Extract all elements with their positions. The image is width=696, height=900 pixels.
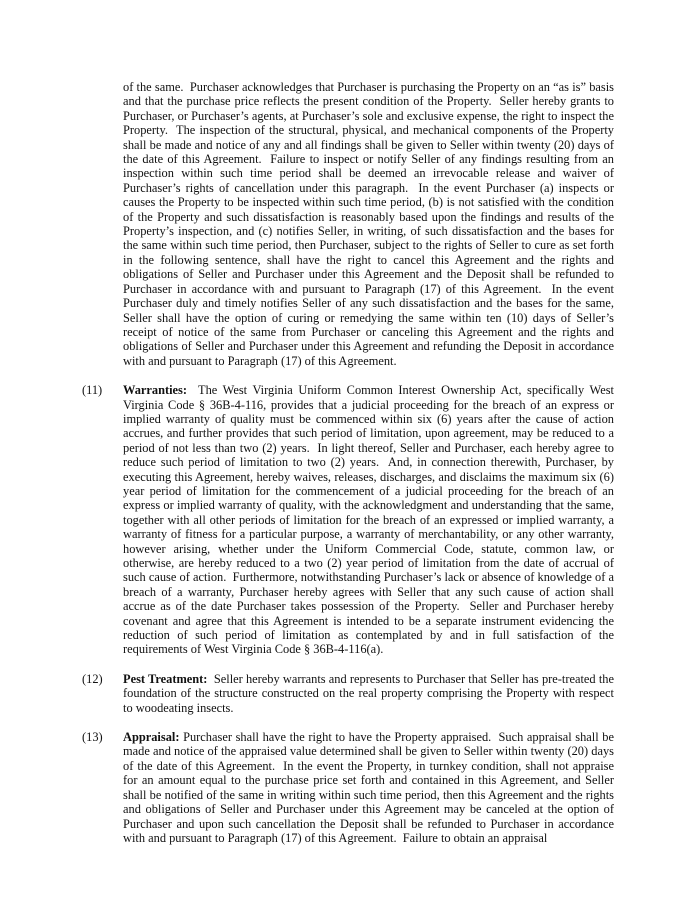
paragraph-number: (13) — [82, 730, 103, 745]
paragraph-body — [123, 80, 618, 368]
paragraph-text: Seller hereby warrants and represents to Purchaser that Seller has pre-treated the foundation of the structure constructed on the real property comprising the Property with respect to woodeating insects. — [123, 671, 618, 715]
paragraph-label: Appraisal: — [123, 730, 180, 745]
paragraph-text: Purchaser shall have the right to have the Property appraised. Such appraisal shall be made and notice of the appraised value determined shall be given to Seller within twenty (20) days of the date of this Agreement. In the event the Property, in turnkey condition, shall not appraise for an amount equal to the purchase price set forth and contained in this Agreement, and Seller shall be notified of the same in writing within such time period, then this Agreement and the rights and obligations of Seller and Purchaser under this Agreement may be canceled at the option of Purchaser and upon such cancellation the Deposit shall be refunded to Purchaser in accordance with and pursuant to Paragraph (17) of this Agreement. Failure to obtain an appraisal — [123, 730, 618, 845]
paragraph-number: (11) — [82, 383, 103, 398]
paragraph-body — [123, 671, 618, 715]
paragraph-label: Pest Treatment: — [123, 671, 208, 686]
paragraph-number — [82, 80, 123, 368]
paragraph-11-warranties — [82, 383, 618, 657]
paragraph-13-appraisal — [82, 730, 618, 845]
document-content — [82, 80, 618, 845]
paragraph-number: (12) — [82, 671, 103, 686]
paragraph-body — [123, 383, 618, 657]
paragraph-text: The West Virginia Uniform Common Interest Ownership Act, specifically West Virginia Code § 36B-4-116, provides that a judicial proceeding for the breach of an express or implied warranty of quality must be commenced within six (6) years after the cause of action accrues, and further provides that such period of limitation, upon agreement, may be reduced to a period of not less than two (2) years. In light thereof, Seller and Purchaser, each hereby agree to reduce such period of limitation to two (2) years. And, in connection therewith, Purchaser, by executing this Agreement, hereby waives, releases, discharges, and disclaims the maximum six (6) year period of limitation for the commencement of a judicial proceeding for the breach of an express or implied warranty of quality, with the acknowledgment and understanding that the same, together with all other periods of limitation for the breach of an expressed or implied warranty, a warranty of fitness for a particular purpose, a warranty of merchantability, or any other warranty, however arising, whether under the Uniform Commercial Code, statute, common law, or otherwise, are hereby reduced to a two (2) year period of limitation from the date of accrual of such cause of action. Furthermore, notwithstanding Purchaser’s lack or absence of knowledge of a breach of a warranty, Purchaser hereby agrees with Seller that any such cause of action shall accrue as of the date Purchaser takes possession of the Property. Seller and Purchaser hereby covenant and agree that this Agreement is intended to be a separate instrument evidencing the reduction of such period of limitation as contemplated by and in full satisfaction of the requirements of West Virginia Code § 36B-4-116(a). — [123, 383, 618, 657]
paragraph-12-pest-treatment — [82, 671, 618, 715]
paragraph-text: of the same. Purchaser acknowledges that Purchaser is purchasing the Property on an “as is” basis and that the purchase price reflects the present condition of the Property. Seller hereby grants to Purchaser, or Purchaser’s agents, at Purchaser’s sole and exclusive expense, the right to inspect the Property. The inspection of the structural, physical, and mechanical components of the Property shall be made and notice of any and all findings shall be given to Seller within twenty (20) days of the date of this Agreement. Failure to inspect or notify Seller of any findings resulting from an inspection within such time period shall be deemed an irrevocable release and waiver of Purchaser’s rights of cancellation under this paragraph. In the event Purchaser (a) inspects or causes the Property to be inspected within such time period, (b) is not satisfied with the condition of the Property and such dissatisfaction is reasonably based upon the findings and results of the Property’s inspection, and (c) notifies Seller, in writing, of such dissatisfaction and the bases for the same within such time period, then Purchaser, subject to the rights of Seller to cure as set forth in the following sentence, shall have the right to cancel this Agreement and the rights and obligations of Seller and Purchaser under this Agreement and the Deposit shall be refunded to Purchaser in accordance with and pursuant to Paragraph (17) of this Agreement. In the event Purchaser duly and timely notifies Seller of any such dissatisfaction and the bases for the same, Seller shall have the option of curing or remedying the same within ten (10) days of Seller’s receipt of notice of the same from Purchaser or canceling this Agreement and the rights and obligations of Seller and Purchaser under this Agreement and refunding the Deposit in accordance with and pursuant to Paragraph (17) of this Agreement. — [123, 80, 618, 368]
paragraph-body — [123, 730, 618, 845]
paragraph-label: Warranties: — [123, 383, 188, 398]
paragraph-continuation — [82, 80, 618, 368]
